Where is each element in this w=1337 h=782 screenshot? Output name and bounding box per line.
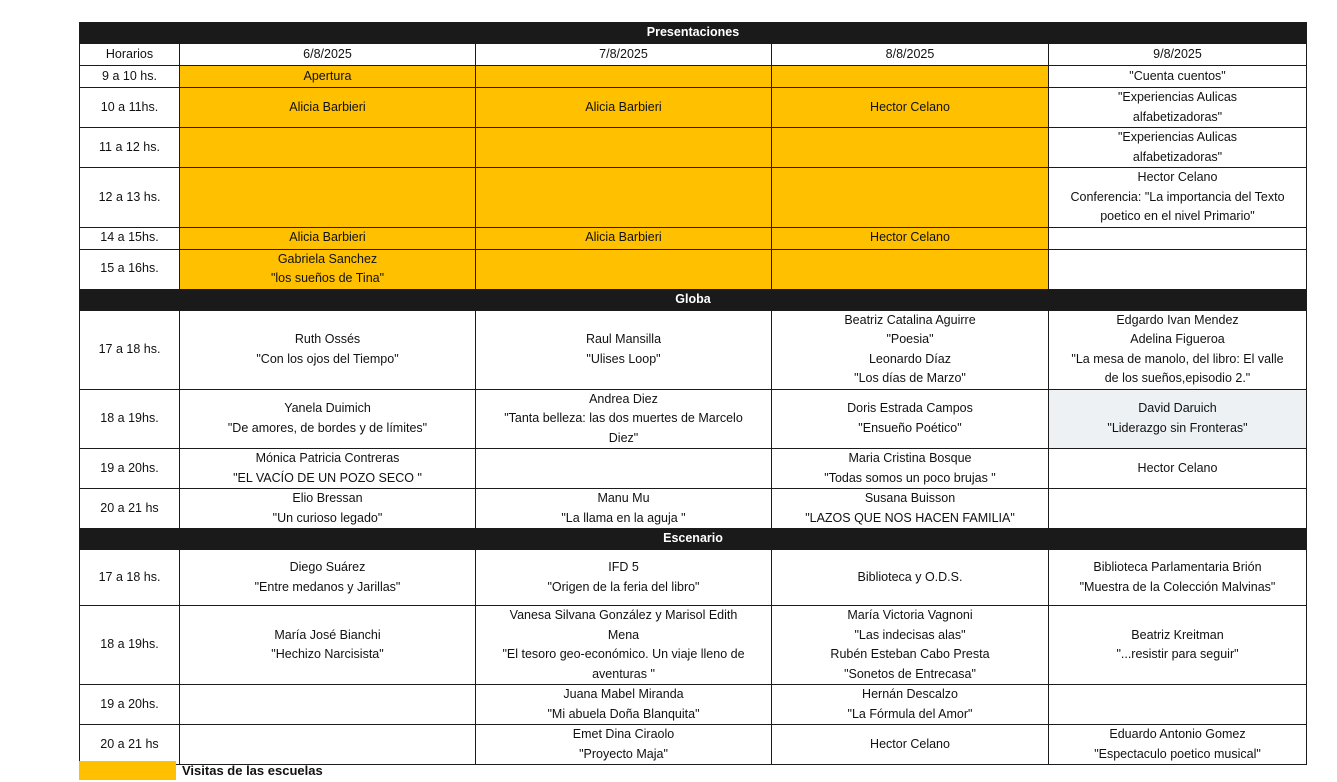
event-cell — [476, 550, 772, 606]
event-cell — [180, 389, 476, 449]
schedule-row — [80, 389, 1307, 449]
event-line: "...resistir para seguir" — [1116, 647, 1239, 661]
event-cell — [1049, 550, 1307, 606]
event-line: Leonardo Díaz — [868, 351, 951, 366]
event-cell — [476, 227, 772, 249]
event-cell — [772, 489, 1049, 529]
event-line: "Hechizo Narcisista" — [271, 647, 384, 661]
event-line: "La mesa de manolo, del libro: El valle — [1071, 351, 1284, 366]
section-title: Escenario — [80, 529, 1307, 550]
event-cell — [476, 449, 772, 489]
schedule-row — [80, 249, 1307, 289]
event-cell — [772, 128, 1049, 168]
event-line: Yanela Duimich — [284, 401, 371, 416]
event-cell — [1049, 449, 1307, 489]
section-title: Presentaciones — [80, 23, 1307, 44]
event-line: Manu Mu — [597, 491, 650, 505]
schedule-row — [80, 550, 1307, 606]
event-cell — [1049, 310, 1307, 389]
time-slot-cell: 17 a 18 hs. — [80, 310, 180, 389]
event-line: Emet Dina Ciraolo — [572, 727, 675, 741]
event-cell — [1049, 606, 1307, 685]
event-cell — [476, 489, 772, 529]
schedule-body — [80, 23, 1307, 765]
schedule-table — [79, 22, 1307, 765]
legend — [79, 760, 323, 781]
time-slot-cell: 19 a 20hs. — [80, 449, 180, 489]
event-line: Gabriela Sanchez — [277, 251, 378, 266]
time-slot-cell: 17 a 18 hs. — [80, 550, 180, 606]
event-line: Diez" — [608, 430, 639, 445]
event-cell — [1049, 168, 1307, 228]
event-line: Hector Celano — [1137, 170, 1218, 184]
event-line: Andrea Diez — [589, 391, 658, 406]
event-line: María Victoria Vagnoni — [847, 608, 973, 622]
event-cell — [1049, 88, 1307, 128]
event-cell — [180, 685, 476, 725]
event-cell — [476, 168, 772, 228]
event-line: "Sonetos de Entrecasa" — [844, 666, 976, 681]
event-line: Mena — [607, 627, 640, 642]
event-cell — [476, 88, 772, 128]
time-slot-cell: 15 a 16hs. — [80, 249, 180, 289]
event-line: Juana Mabel Miranda — [563, 687, 684, 701]
time-slot-cell: 12 a 13 hs. — [80, 168, 180, 228]
event-cell — [772, 227, 1049, 249]
event-line: "Cuenta cuentos" — [1129, 68, 1226, 83]
event-line: Conferencia: "La importancia del Texto — [1070, 189, 1285, 204]
event-line: "La llama en la aguja " — [561, 510, 686, 525]
event-cell — [772, 88, 1049, 128]
event-line: Alicia Barbieri — [289, 230, 366, 245]
schedule-row — [80, 66, 1307, 88]
event-line: "Experiencias Aulicas — [1117, 90, 1238, 104]
time-slot-cell: 18 a 19hs. — [80, 606, 180, 685]
event-line: Beatriz Kreitman — [1131, 627, 1224, 642]
event-line: alfabetizadoras" — [1132, 149, 1223, 164]
event-cell — [772, 606, 1049, 685]
event-line: Beatriz Catalina Aguirre — [844, 312, 976, 327]
section-title: Globa — [80, 289, 1307, 310]
event-cell — [772, 725, 1049, 765]
event-line: Hector Celano — [870, 736, 950, 751]
event-line: Vanesa Silvana González y Marisol Edith — [509, 608, 738, 622]
event-cell — [1049, 489, 1307, 529]
event-line: Ruth Ossés — [294, 332, 361, 346]
event-line: Elio Bressan — [292, 491, 363, 505]
event-line: poetico en el nivel Primario" — [1100, 209, 1255, 223]
event-line: Diego Suárez — [289, 560, 366, 574]
time-slot-cell: 14 a 15hs. — [80, 227, 180, 249]
event-line: "Todas somos un poco brujas " — [824, 470, 996, 485]
date-header: 6/8/2025 — [180, 44, 476, 66]
date-header-row — [80, 44, 1307, 66]
event-line: "Un curioso legado" — [272, 510, 383, 525]
event-cell — [1049, 389, 1307, 449]
event-cell — [1049, 685, 1307, 725]
event-line: "Proyecto Maja" — [579, 746, 668, 761]
event-cell — [476, 389, 772, 449]
event-line: Edgardo Ivan Mendez — [1116, 312, 1239, 327]
schedule-row — [80, 606, 1307, 685]
time-slot-cell: 18 a 19hs. — [80, 389, 180, 449]
schedule-row — [80, 88, 1307, 128]
event-line: Susana Buisson — [864, 491, 956, 505]
event-cell — [180, 227, 476, 249]
event-line: alfabetizadoras" — [1132, 109, 1223, 124]
event-cell — [1049, 249, 1307, 289]
event-cell — [772, 168, 1049, 228]
event-line: "Experiencias Aulicas — [1117, 130, 1238, 144]
event-line: "Entre medanos y Jarillas" — [254, 579, 401, 594]
event-line: "Ulises Loop" — [586, 351, 661, 366]
event-line: "Con los ojos del Tiempo" — [256, 351, 399, 366]
event-cell — [180, 168, 476, 228]
event-line: "Liderazgo sin Fronteras" — [1107, 420, 1248, 435]
event-cell — [180, 489, 476, 529]
event-cell — [180, 606, 476, 685]
event-line: "De amores, de bordes y de límites" — [227, 420, 428, 435]
schedule-row — [80, 449, 1307, 489]
time-slot-cell: 19 a 20hs. — [80, 685, 180, 725]
date-header: 9/8/2025 — [1049, 44, 1307, 66]
event-line: Biblioteca y O.D.S. — [857, 569, 963, 584]
event-cell — [476, 66, 772, 88]
event-line: de los sueños,episodio 2." — [1104, 371, 1251, 385]
event-cell — [772, 249, 1049, 289]
event-cell — [772, 310, 1049, 389]
time-slot-cell: 20 a 21 hs — [80, 489, 180, 529]
event-line: "los sueños de Tina" — [270, 271, 385, 285]
horarios-header: Horarios — [80, 44, 180, 66]
date-header: 8/8/2025 — [772, 44, 1049, 66]
event-cell — [180, 310, 476, 389]
event-cell — [772, 449, 1049, 489]
section-header-row — [80, 529, 1307, 550]
event-cell — [1049, 227, 1307, 249]
event-cell — [476, 685, 772, 725]
event-line: Hector Celano — [870, 230, 950, 245]
event-cell — [1049, 725, 1307, 765]
event-cell — [180, 88, 476, 128]
event-line: "Muestra de la Colección Malvinas" — [1079, 579, 1276, 594]
event-line: Alicia Barbieri — [289, 99, 366, 114]
event-line: María José Bianchi — [274, 627, 381, 642]
event-line: Adelina Figueroa — [1130, 332, 1225, 346]
date-header: 7/8/2025 — [476, 44, 772, 66]
event-line: IFD 5 — [608, 560, 639, 574]
event-cell — [180, 66, 476, 88]
event-line: Alicia Barbieri — [585, 99, 662, 114]
event-line: Hector Celano — [1137, 460, 1218, 475]
event-line: Maria Cristina Bosque — [848, 451, 972, 465]
event-line: Eduardo Antonio Gomez — [1109, 727, 1246, 741]
event-cell — [180, 249, 476, 289]
schedule-row — [80, 310, 1307, 389]
event-line: David Daruich — [1138, 401, 1217, 416]
event-line: Alicia Barbieri — [585, 230, 662, 245]
time-slot-cell: 20 a 21 hs — [80, 725, 180, 765]
event-line: "LAZOS QUE NOS HACEN FAMILIA" — [805, 510, 1015, 525]
event-cell — [180, 128, 476, 168]
event-cell — [180, 725, 476, 765]
legend-label: Visitas de las escuelas — [182, 763, 323, 778]
schedule-row — [80, 168, 1307, 228]
schedule-row — [80, 685, 1307, 725]
event-cell — [476, 725, 772, 765]
event-cell — [476, 249, 772, 289]
event-cell — [180, 550, 476, 606]
event-line: aventuras " — [592, 666, 655, 681]
event-line: Mónica Patricia Contreras — [255, 451, 400, 465]
event-cell — [476, 310, 772, 389]
event-line: Apertura — [303, 68, 352, 83]
event-line: "Ensueño Poético" — [858, 420, 962, 435]
event-cell — [476, 128, 772, 168]
event-cell — [772, 389, 1049, 449]
time-slot-cell: 9 a 10 hs. — [80, 66, 180, 88]
event-cell — [772, 66, 1049, 88]
time-slot-cell: 11 a 12 hs. — [80, 128, 180, 168]
schedule-row — [80, 128, 1307, 168]
event-line: "Tanta belleza: las dos muertes de Marcelo — [504, 411, 743, 425]
event-cell — [180, 449, 476, 489]
schedule-row — [80, 489, 1307, 529]
section-header-row — [80, 289, 1307, 310]
event-cell — [1049, 128, 1307, 168]
event-line: "El tesoro geo-económico. Un viaje lleno de — [502, 647, 745, 661]
event-cell — [772, 685, 1049, 725]
event-line: Doris Estrada Campos — [847, 401, 973, 416]
event-cell — [772, 550, 1049, 606]
legend-swatch — [79, 761, 176, 780]
event-cell — [476, 606, 772, 685]
event-line: Raul Mansilla — [585, 332, 662, 346]
event-line: Hernán Descalzo — [862, 687, 958, 701]
schedule-row — [80, 725, 1307, 765]
event-line: Rubén Esteban Cabo Presta — [830, 647, 990, 661]
event-line: Hector Celano — [870, 99, 950, 114]
event-line: "Mi abuela Doña Blanquita" — [547, 706, 700, 721]
event-line: "Poesia" — [886, 332, 934, 346]
schedule-row — [80, 227, 1307, 249]
event-line: "Las indecisas alas" — [854, 627, 966, 642]
event-line: "EL VACÍO DE UN POZO SECO " — [233, 470, 422, 485]
event-line: "Origen de la feria del libro" — [547, 579, 700, 594]
event-line: Biblioteca Parlamentaria Brión — [1093, 560, 1262, 574]
event-line: "La Fórmula del Amor" — [847, 706, 973, 721]
event-cell — [1049, 66, 1307, 88]
event-line: "Espectaculo poetico musical" — [1094, 746, 1261, 761]
event-line: "Los días de Marzo" — [854, 371, 966, 385]
time-slot-cell: 10 a 11hs. — [80, 88, 180, 128]
section-header-row — [80, 23, 1307, 44]
